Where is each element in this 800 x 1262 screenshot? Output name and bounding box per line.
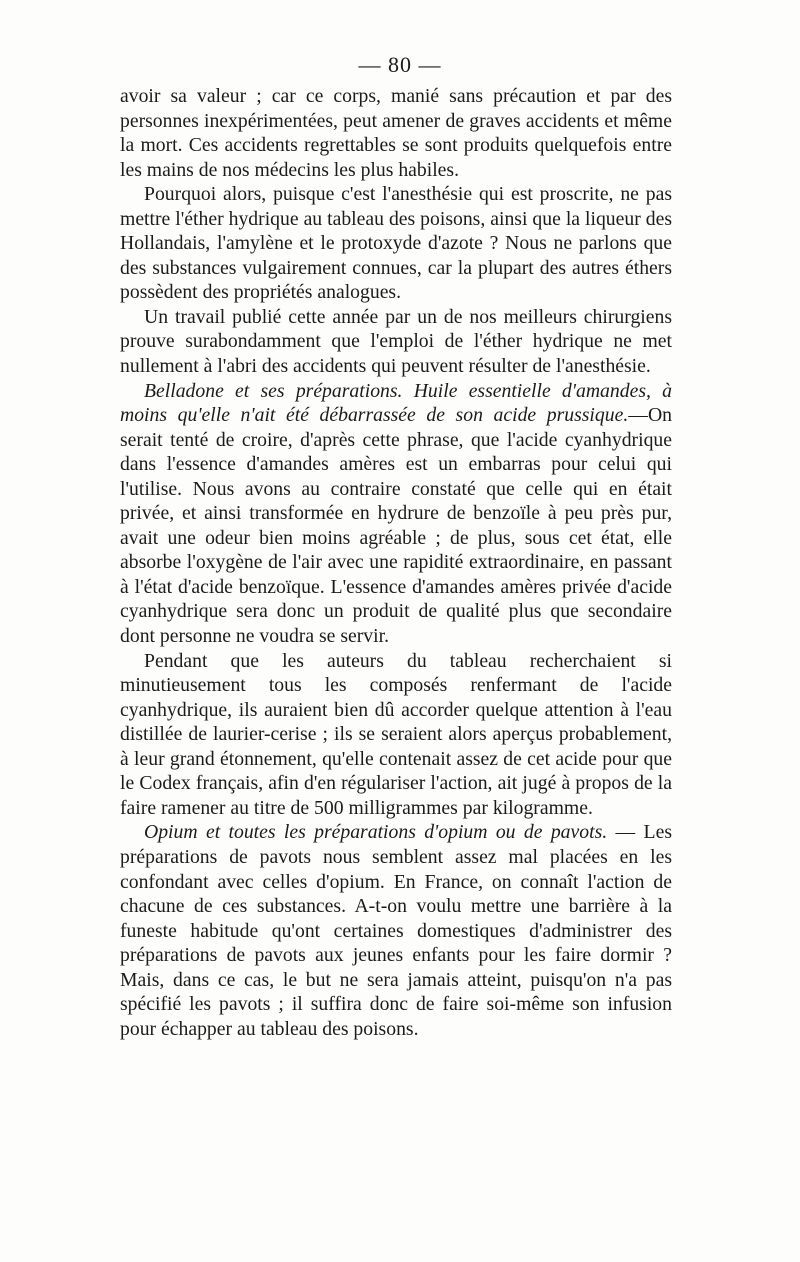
paragraph-opium bbox=[120, 820, 672, 1041]
paragraph-ether bbox=[120, 182, 672, 305]
page-number: — 80 — bbox=[358, 52, 442, 77]
paragraph-belladone bbox=[120, 379, 672, 649]
section-heading-opium: Opium et toutes les préparations d'opium ou de pavots. bbox=[144, 821, 608, 844]
paragraph-text: Pourquoi alors, puisque c'est l'anesthésie qui est proscrite, ne pas mettre l'éther hydrique au tableau des poisons, ainsi que la liqueur des Hollandais, l'amylène et le protoxyde d'azote ? Nous ne parlons que des substances vulgairement connues, car la plupart des autres éthers possèdent des propriétés analogues. bbox=[120, 183, 672, 304]
paragraph-text: —On serait tenté de croire, d'après cette phrase, que l'acide cyanhydrique dans l'essence d'amandes amères est un embarras pour celui qui l'utilise. Nous avons au contraire constaté que celle qui en était privée, et ainsi transformée en hydrure de benzoïle à peu près pur, avait une odeur bien moins agréable ; de plus, sous cet état, elle absorbe l'oxygène de l'air avec une rapidité extraordinaire, en passant à l'état d'acide benzoïque. L'essence d'amandes amères privée d'acide cyanhydrique sera donc un produit de qualité plus que secondaire dont personne ne voudra se servir. bbox=[120, 404, 672, 648]
paragraph-laurier-cerise bbox=[120, 649, 672, 821]
paragraph-text: Pendant que les auteurs du tableau recherchaient si minutieusement tous les composés renfermant de l'acide cyanhydrique, ils auraient bien dû accorder quelque attention à l'eau distillée de laurier-cerise ; ils se seraient alors aperçus probablement, à leur grand étonnement, qu'elle contenait assez de cet acide pour que le Codex français, afin d'en régulariser l'action, ait jugé à propos de la faire ramener au titre de 500 milligrammes par kilogramme. bbox=[120, 649, 672, 819]
paragraph-text: Un travail publié cette année par un de nos meilleurs chirurgiens prouve surabondamment que l'emploi de l'éther hydrique ne met nullement à l'abri des accidents qui peuvent résulter de l'anesthésie. bbox=[120, 305, 672, 378]
section-heading-belladone: Belladone et ses préparations. Huile essentielle d'amandes, à moins qu'elle n'ait été débarrassée de son acide prussique. bbox=[120, 379, 672, 427]
paragraph-continuation bbox=[120, 84, 672, 182]
paragraph-surgeon-study bbox=[120, 305, 672, 379]
paragraph-text: avoir sa valeur ; car ce corps, manié sans précaution et par des personnes inexpérimentées, peut amener de graves accidents et même la mort. Ces accidents regrettables se sont produits quelquefois entre les mains de nos médecins les plus habiles. bbox=[120, 85, 672, 181]
body-text bbox=[120, 84, 672, 1041]
paragraph-text: — Les préparations de pavots nous semblent assez mal placées en les confondant avec celles d'opium. En France, on connaît l'action de chacune de ces substances. A-t-on voulu mettre une barrière à la funeste habitude qu'ont certaines domestiques d'administrer des préparations de pavots aux jeunes enfants pour les faire dormir ? Mais, dans ce cas, le but ne sera jamais atteint, puisqu'on n'a pas spécifié les pavots ; il suffira donc de faire soi-même son infusion pour échapper au tableau des poisons. bbox=[120, 821, 672, 1040]
